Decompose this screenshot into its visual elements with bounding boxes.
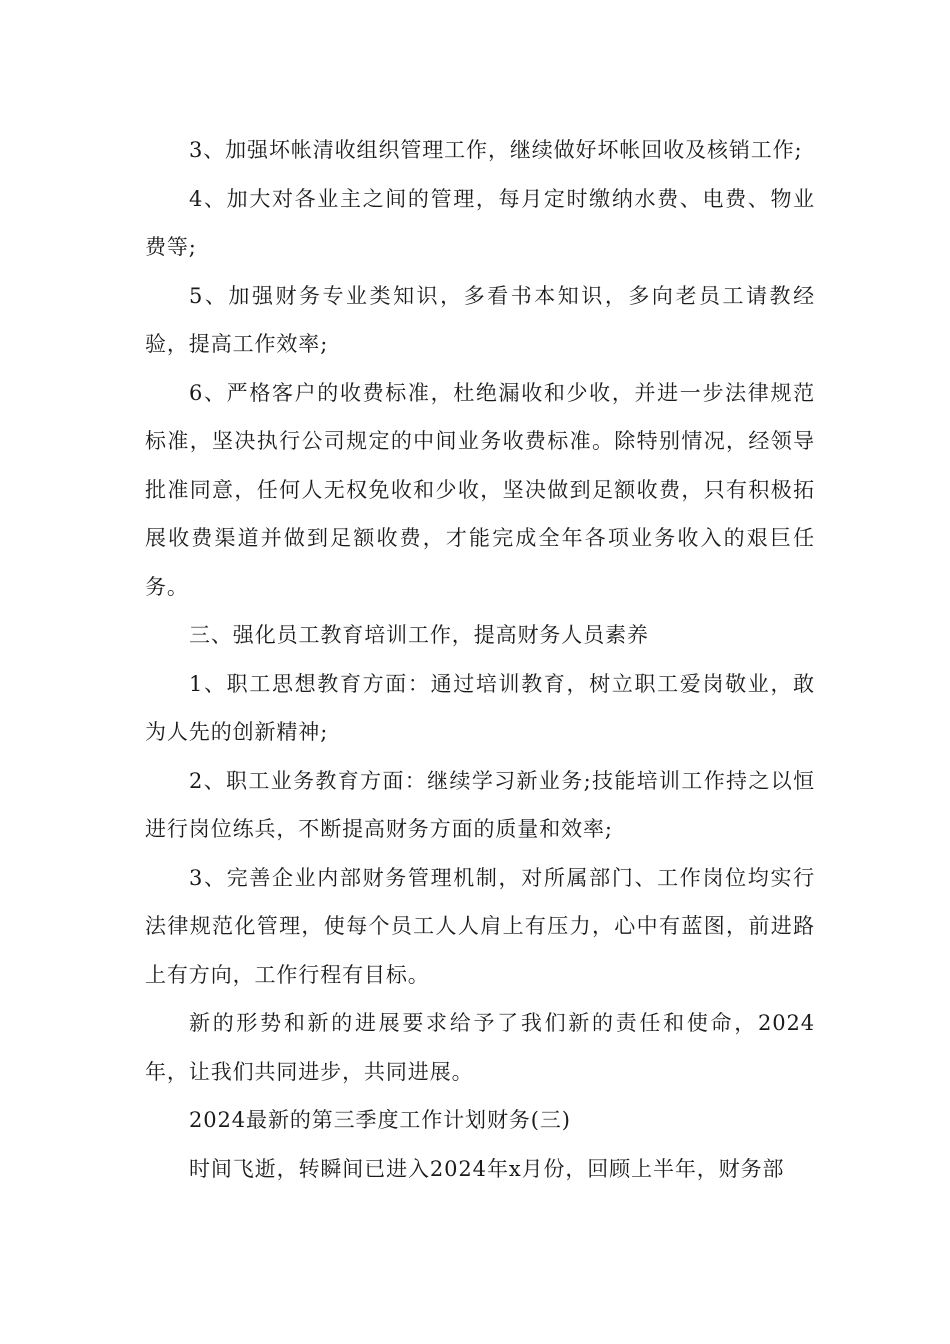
paragraph-item-3-bad-debt: 3、加强坏帐清收组织管理工作，继续做好坏帐回收及核销工作; [189, 138, 803, 162]
paragraph-intro: 时间飞逝，转瞬间已进入2024年x月份，回顾上半年，财务部 [189, 1156, 785, 1181]
paragraph-item-5-professional-knowledge: 5、加强财务专业类知识，多看书本知识，多向老员工请教经验，提高工作效率; [145, 283, 815, 356]
paragraph-training-item-2: 2、职工业务教育方面：继续学习新业务;技能培训工作持之以恒进行岗位练兵，不断提高财务方面的质量和效率; [145, 768, 815, 841]
paragraph-conclusion: 新的形势和新的进展要求给予了我们新的责任和使命，2024年，让我们共同进步，共同进展。 [145, 1011, 815, 1084]
section-heading-staff-training: 三、强化员工教育培训工作，提高财务人员素养 [189, 623, 649, 647]
paragraph-training-item-1: 1、职工思想教育方面：通过培训教育，树立职工爱岗敬业，敢为人先的创新精神; [145, 671, 815, 744]
paragraph-training-item-3: 3、完善企业内部财务管理机制，对所属部门、工作岗位均实行法律规范化管理，使每个员工人人肩上有压力，心中有蓝图，前进路上有方向，工作行程有目标。 [145, 865, 815, 987]
subsection-title: 2024最新的第三季度工作计划财务(三) [189, 1108, 571, 1132]
paragraph-item-6-fee-standards: 6、严格客户的收费标准，杜绝漏收和少收，并进一步法律规范标准，坚决执行公司规定的中间业务收费标准。除特别情况，经领导批准同意，任何人无权免收和少收，坚决做到足额收费，只有积极拓展收费渠道并做到足额收费，才能完成全年各项业务收入的艰巨任务。 [145, 380, 815, 599]
document-body [145, 126, 815, 1193]
paragraph-item-4-owner-management: 4、加大对各业主之间的管理，每月定时缴纳水费、电费、物业费等; [145, 186, 815, 259]
